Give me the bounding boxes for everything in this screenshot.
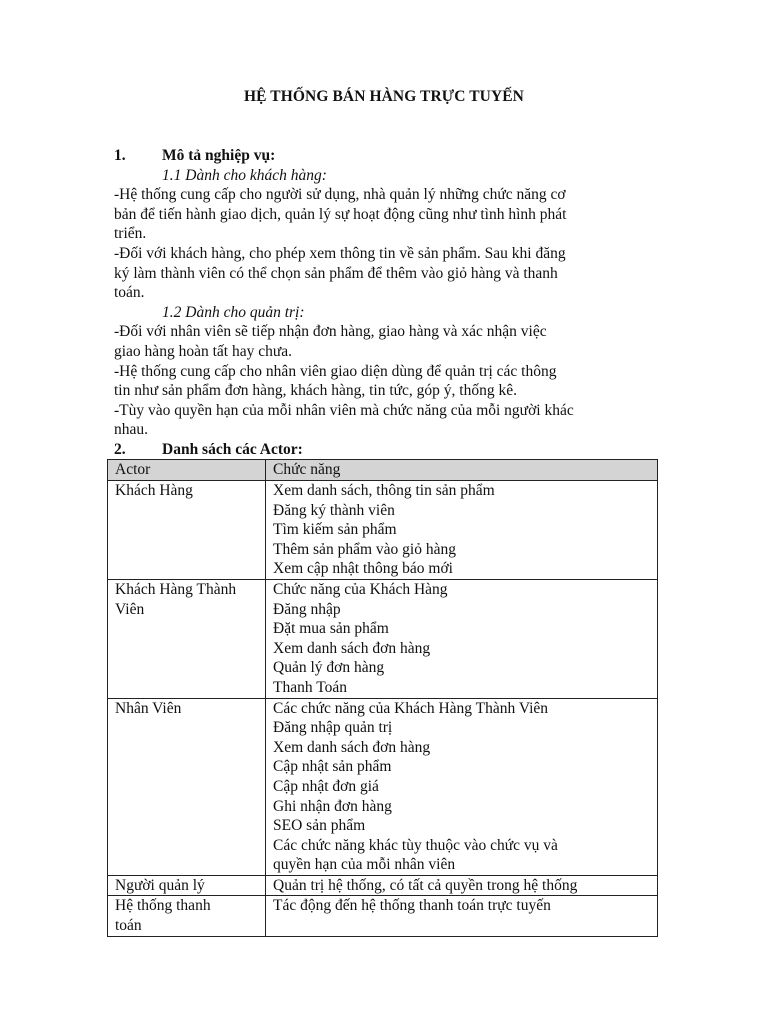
actor-name-line: Khách Hàng (115, 482, 193, 499)
function-item: Đăng ký thành viên (273, 501, 395, 519)
text-line: ký làm thành viên có thể chọn sản phẩm để thêm vào giỏ hàng và thanh (114, 264, 558, 282)
table-row (108, 698, 658, 875)
text-line: triển. (114, 225, 147, 243)
function-item: SEO sản phẩm (273, 817, 366, 835)
actor-cell (108, 875, 266, 896)
function-cell (266, 481, 658, 580)
function-item: Quản trị hệ thống, có tất cả quyền trong hệ thống (273, 876, 578, 894)
actor-cell (108, 481, 266, 580)
text-line: toán. (114, 284, 145, 302)
text-line: tin như sản phẩm đơn hàng, khách hàng, tin tức, góp ý, thống kê. (114, 382, 517, 400)
text-line: -Hệ thống cung cấp cho nhân viên giao diện dùng để quản trị các thông (114, 362, 557, 380)
actor-name-line: Viên (115, 600, 145, 618)
column-header-actor: Actor (108, 460, 266, 481)
actor-cell (108, 579, 266, 698)
actor-name-line: toán (115, 917, 142, 935)
actor-cell (108, 698, 266, 875)
section-2-number: 2. (114, 440, 126, 458)
function-item: Quản lý đơn hàng (273, 659, 385, 677)
table-row (108, 875, 658, 896)
document-title: HỆ THỐNG BÁN HÀNG TRỰC TUYẾN (244, 88, 524, 105)
actor-table-body (108, 481, 658, 937)
actor-name-line: Người quản lý (115, 876, 205, 894)
function-item: quyền hạn của mỗi nhân viên (273, 856, 456, 874)
table-row (108, 481, 658, 580)
section-1-number: 1. (114, 147, 126, 164)
subsection-1-2-title: 1.2 Dành cho quản trị: (162, 303, 305, 321)
column-header-function: Chức năng (266, 460, 658, 481)
function-item: Các chức năng của Khách Hàng Thành Viên (273, 699, 549, 717)
function-cell (266, 875, 658, 896)
function-item: Tìm kiếm sản phẩm (273, 521, 397, 539)
function-item: Đặt mua sản phẩm (273, 620, 389, 638)
function-item: Xem danh sách đơn hàng (273, 738, 431, 756)
text-line: -Hệ thống cung cấp cho người sử dụng, nhà quản lý những chức năng cơ (114, 186, 566, 204)
section-2-heading (114, 440, 658, 460)
subsection-1-2-text (114, 322, 658, 440)
function-item: Cập nhật sản phẩm (273, 758, 392, 776)
function-cell (266, 896, 658, 936)
actor-cell (108, 896, 266, 936)
function-item: Xem danh sách đơn hàng (273, 639, 431, 657)
section-1-title: Mô tả nghiệp vụ: (162, 147, 276, 164)
function-item: Xem cập nhật thông báo mới (273, 560, 453, 578)
text-line: -Tùy vào quyền hạn của mỗi nhân viên mà chức năng của mỗi người khác (114, 401, 574, 419)
text-line: -Đối với nhân viên sẽ tiếp nhận đơn hàng, giao hàng và xác nhận việc (114, 323, 547, 341)
section-2-title: Danh sách các Actor: (162, 440, 303, 458)
text-line: -Đối với khách hàng, cho phép xem thông tin về sản phẩm. Sau khi đăng (114, 244, 566, 262)
subsection-1-1-text (114, 185, 658, 303)
actor-name-line: Khách Hàng Thành (115, 580, 237, 598)
table-row (108, 896, 658, 936)
function-item: Tác động đến hệ thống thanh toán trực tuyến (273, 897, 551, 915)
function-item: Thanh Toán (273, 678, 347, 696)
table-row (108, 579, 658, 698)
function-cell (266, 579, 658, 698)
function-item: Các chức năng khác tùy thuộc vào chức vụ và (273, 836, 558, 854)
subsection-1-1-title: 1.1 Dành cho khách hàng: (162, 166, 327, 184)
actor-name-line: Hệ thống thanh (115, 897, 211, 915)
text-line: nhau. (114, 421, 149, 439)
actor-table (107, 459, 658, 937)
document-body (114, 146, 658, 460)
text-line: giao hàng hoàn tất hay chưa. (114, 342, 292, 360)
section-1-heading (114, 146, 658, 166)
function-item: Xem danh sách, thông tin sản phẩm (273, 482, 495, 499)
function-item: Đăng nhập quản trị (273, 719, 393, 737)
text-line: bản để tiến hành giao dịch, quản lý sự hoạt động cũng như tình hình phát (114, 205, 567, 223)
function-item: Cập nhật đơn giá (273, 777, 379, 795)
actor-name-line: Nhân Viên (115, 699, 182, 717)
function-cell (266, 698, 658, 875)
table-header-row (108, 460, 658, 481)
function-item: Thêm sản phẩm vào giỏ hàng (273, 540, 456, 558)
function-item: Đăng nhập (273, 600, 341, 618)
function-item: Ghi nhận đơn hàng (273, 797, 392, 815)
function-item: Chức năng của Khách Hàng (273, 580, 448, 598)
